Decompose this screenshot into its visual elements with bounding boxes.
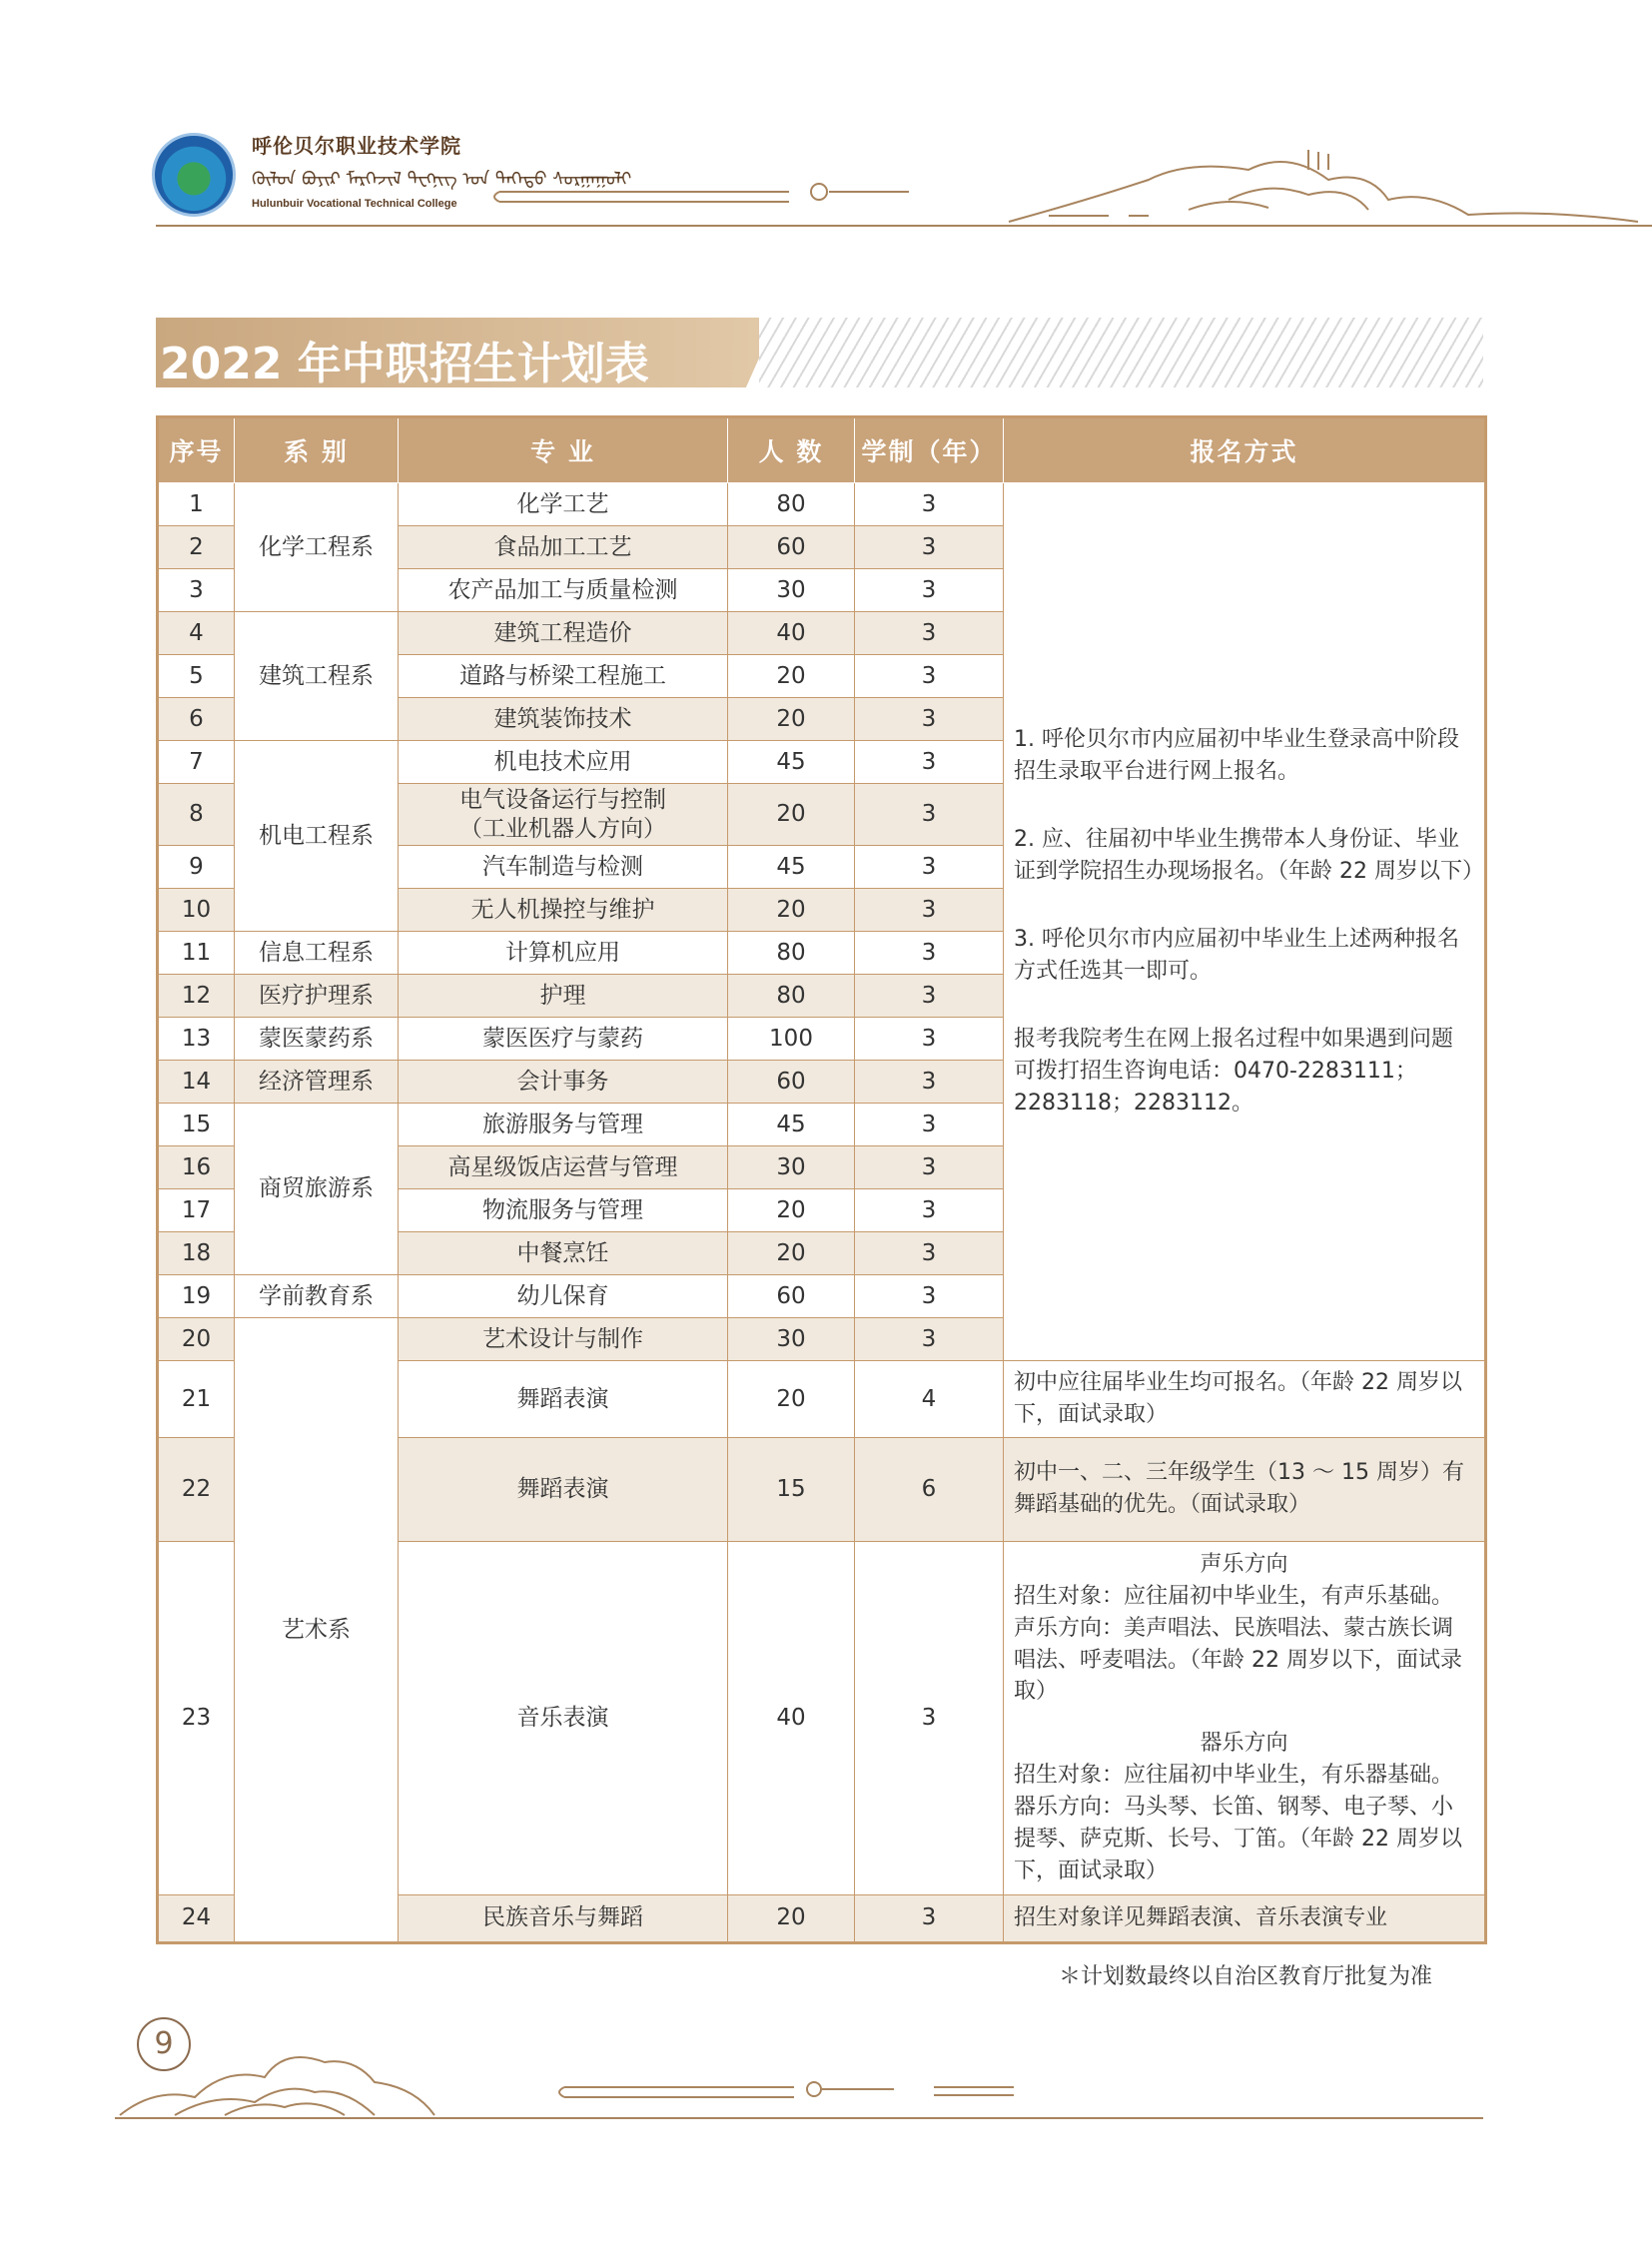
cell-count: 45 xyxy=(728,741,855,784)
col-header-major: 专 业 xyxy=(399,417,728,483)
cell-major: 会计事务 xyxy=(399,1061,728,1104)
cell-years: 3 xyxy=(855,1275,1004,1318)
cell-method: 招生对象详见舞蹈表演、音乐表演专业 xyxy=(1004,1894,1486,1942)
cell-no: 16 xyxy=(158,1146,235,1189)
cell-years: 3 xyxy=(855,1061,1004,1104)
cell-major: 幼儿保育 xyxy=(399,1275,728,1318)
cell-years: 4 xyxy=(855,1361,1004,1438)
cell-years: 3 xyxy=(855,1018,1004,1061)
cell-no: 24 xyxy=(158,1894,235,1942)
cell-no: 8 xyxy=(158,784,235,846)
cell-years: 3 xyxy=(855,932,1004,975)
cell-years: 3 xyxy=(855,741,1004,784)
cell-method: 初中应往届毕业生均可报名。（年龄 22 周岁以下，面试录取） xyxy=(1004,1361,1486,1438)
college-name-cn: 呼伦贝尔职业技术学院 xyxy=(252,134,461,158)
cell-no: 2 xyxy=(158,526,235,569)
cell-major: 高星级饭店运营与管理 xyxy=(399,1146,728,1189)
cell-years: 3 xyxy=(855,1189,1004,1232)
cell-major xyxy=(399,784,728,846)
cell-years: 3 xyxy=(855,846,1004,889)
cell-dept: 艺术系 xyxy=(235,1318,399,1943)
cell-major: 建筑工程造价 xyxy=(399,612,728,655)
vocal-title: 声乐方向 xyxy=(1200,1551,1288,1577)
cell-years: 3 xyxy=(855,1318,1004,1361)
cell-count: 20 xyxy=(728,784,855,846)
cell-dept: 化学工程系 xyxy=(235,483,399,612)
cell-major-line2: （工业机器人方向） xyxy=(459,815,666,842)
cell-years: 3 xyxy=(855,1232,1004,1275)
cell-years: 3 xyxy=(855,889,1004,932)
vocal-note: 招生对象：应往届初中毕业生，有声乐基础。声乐方向：美声唱法、民族唱法、蒙古族长调唱法、呼麦唱法。（年龄 22 周岁以下，面试录取） xyxy=(1014,1583,1462,1705)
cell-no: 5 xyxy=(158,655,235,698)
cell-major: 中餐烹饪 xyxy=(399,1232,728,1275)
instrument-title: 器乐方向 xyxy=(1200,1731,1288,1757)
page-number: 9 xyxy=(137,2017,191,2071)
cell-no: 23 xyxy=(158,1541,235,1894)
cell-method xyxy=(1004,1541,1486,1894)
cell-major: 音乐表演 xyxy=(399,1541,728,1894)
enrollment-table xyxy=(156,415,1487,1944)
cell-dept: 机电工程系 xyxy=(235,741,399,932)
cell-no: 14 xyxy=(158,1061,235,1104)
cell-count: 60 xyxy=(728,1275,855,1318)
cell-count: 20 xyxy=(728,655,855,698)
cell-count: 45 xyxy=(728,1104,855,1146)
cell-major: 农产品加工与质量检测 xyxy=(399,569,728,612)
title-hatch xyxy=(759,318,1483,387)
cell-major: 旅游服务与管理 xyxy=(399,1104,728,1146)
cell-count: 30 xyxy=(728,1318,855,1361)
cell-no: 22 xyxy=(158,1437,235,1541)
col-header-no: 序号 xyxy=(158,417,235,483)
cell-no: 19 xyxy=(158,1275,235,1318)
cell-count: 30 xyxy=(728,1146,855,1189)
note-general-3: 3. 呼伦贝尔市内应届初中毕业生上述两种报名方式任选其一即可。 xyxy=(1014,927,1459,984)
instrument-note: 招生对象：应往届初中毕业生，有乐器基础。器乐方向：马头琴、长笛、钢琴、电子琴、小提琴、萨克斯、长号、丁笛。（年龄 22 周岁以下，面试录取） xyxy=(1014,1763,1462,1883)
cell-major: 食品加工工艺 xyxy=(399,526,728,569)
footnote: ＊计划数最终以自治区教育厅批复为准 xyxy=(1059,1964,1433,1989)
cell-no: 6 xyxy=(158,698,235,741)
cell-no: 21 xyxy=(158,1361,235,1438)
col-header-dept: 系 别 xyxy=(235,417,399,483)
cell-no: 3 xyxy=(158,569,235,612)
college-name-en: Hulunbuir Vocational Technical College xyxy=(252,198,457,210)
cell-no: 12 xyxy=(158,975,235,1018)
cell-years: 3 xyxy=(855,526,1004,569)
cell-no: 1 xyxy=(158,483,235,526)
cell-no: 18 xyxy=(158,1232,235,1275)
cell-major: 汽车制造与检测 xyxy=(399,846,728,889)
cell-years: 3 xyxy=(855,1146,1004,1189)
cell-major: 道路与桥梁工程施工 xyxy=(399,655,728,698)
college-logo xyxy=(152,133,236,217)
cell-major: 艺术设计与制作 xyxy=(399,1318,728,1361)
col-header-years: 学制（年） xyxy=(855,417,1004,483)
cell-no: 4 xyxy=(158,612,235,655)
cell-major: 建筑装饰技术 xyxy=(399,698,728,741)
cell-years: 3 xyxy=(855,784,1004,846)
cell-major: 化学工艺 xyxy=(399,483,728,526)
cell-count: 60 xyxy=(728,526,855,569)
cell-years: 3 xyxy=(855,698,1004,741)
cell-major: 机电技术应用 xyxy=(399,741,728,784)
cell-major: 计算机应用 xyxy=(399,932,728,975)
cell-major: 民族音乐与舞蹈 xyxy=(399,1894,728,1942)
cell-count: 30 xyxy=(728,569,855,612)
note-general-4: 报考我院考生在网上报名过程中如果遇到问题可拨打招生咨询电话：0470-2283111；2283118；2283112。 xyxy=(1014,1026,1454,1116)
cell-major: 物流服务与管理 xyxy=(399,1189,728,1232)
cell-method-general xyxy=(1004,483,1486,1361)
cell-no: 15 xyxy=(158,1104,235,1146)
cell-years: 3 xyxy=(855,1104,1004,1146)
note-general-1: 1. 呼伦贝尔市内应届初中毕业生登录高中阶段招生录取平台进行网上报名。 xyxy=(1014,727,1459,785)
cell-years: 3 xyxy=(855,1894,1004,1942)
cell-years: 3 xyxy=(855,975,1004,1018)
cell-dept: 商贸旅游系 xyxy=(235,1104,399,1275)
cell-major: 护理 xyxy=(399,975,728,1018)
header-rule xyxy=(156,225,1652,227)
cell-count: 20 xyxy=(728,1361,855,1438)
table-row xyxy=(158,483,1486,526)
cell-no: 10 xyxy=(158,889,235,932)
cell-years: 3 xyxy=(855,1541,1004,1894)
cell-major-line1: 电气设备运行与控制 xyxy=(459,786,666,813)
cell-count: 40 xyxy=(728,612,855,655)
col-header-count: 人 数 xyxy=(728,417,855,483)
cell-count: 45 xyxy=(728,846,855,889)
cell-no: 11 xyxy=(158,932,235,975)
cell-major: 蒙医医疗与蒙药 xyxy=(399,1018,728,1061)
college-name-mn: ᠬᠥᠯᠥᠨ ᠪᠤᠶᠢᠷ ᠮᠡᠷᠭᠡᠵᠢᠯ ᠲᠧᠭᠨᠢᠭ ᠤᠨ ᠳᠡᠭᠡᠳᠦ ᠰᠤᠷᠭᠠᠭᠤᠯᠢ xyxy=(252,169,632,190)
cell-years: 3 xyxy=(855,655,1004,698)
cell-no: 13 xyxy=(158,1018,235,1061)
cell-count: 20 xyxy=(728,1894,855,1942)
cell-no: 7 xyxy=(158,741,235,784)
cell-major: 无人机操控与维护 xyxy=(399,889,728,932)
cell-years: 3 xyxy=(855,612,1004,655)
cell-dept: 医疗护理系 xyxy=(235,975,399,1018)
cell-years: 6 xyxy=(855,1437,1004,1541)
cell-no: 20 xyxy=(158,1318,235,1361)
cell-dept: 学前教育系 xyxy=(235,1275,399,1318)
cell-dept: 蒙医蒙药系 xyxy=(235,1018,399,1061)
cell-count: 20 xyxy=(728,1189,855,1232)
footer-ornament xyxy=(115,2027,1483,2122)
cell-dept: 经济管理系 xyxy=(235,1061,399,1104)
cell-count: 80 xyxy=(728,483,855,526)
cell-count: 80 xyxy=(728,975,855,1018)
note-general-2: 2. 应、往届初中毕业生携带本人身份证、毕业证到学院招生办现场报名。（年龄 22 周岁以下） xyxy=(1014,827,1484,885)
cell-count: 15 xyxy=(728,1437,855,1541)
cell-count: 60 xyxy=(728,1061,855,1104)
cell-count: 20 xyxy=(728,889,855,932)
cell-dept: 建筑工程系 xyxy=(235,612,399,741)
cell-dept: 信息工程系 xyxy=(235,932,399,975)
col-header-method: 报名方式 xyxy=(1004,417,1486,483)
header-ornament xyxy=(489,140,1648,230)
cell-years: 3 xyxy=(855,483,1004,526)
table-header-row xyxy=(158,417,1486,483)
footer-rule xyxy=(115,2117,1483,2119)
cell-count: 80 xyxy=(728,932,855,975)
page-title: 2022 年中职招生计划表 xyxy=(160,339,649,389)
cell-count: 40 xyxy=(728,1541,855,1894)
cell-no: 9 xyxy=(158,846,235,889)
cell-major: 舞蹈表演 xyxy=(399,1361,728,1438)
cell-count: 20 xyxy=(728,1232,855,1275)
cell-count: 20 xyxy=(728,698,855,741)
cell-count: 100 xyxy=(728,1018,855,1061)
cell-years: 3 xyxy=(855,569,1004,612)
cell-major: 舞蹈表演 xyxy=(399,1437,728,1541)
cell-no: 17 xyxy=(158,1189,235,1232)
cell-method: 初中一、二、三年级学生（13 ～ 15 周岁）有舞蹈基础的优先。（面试录取） xyxy=(1004,1437,1486,1541)
